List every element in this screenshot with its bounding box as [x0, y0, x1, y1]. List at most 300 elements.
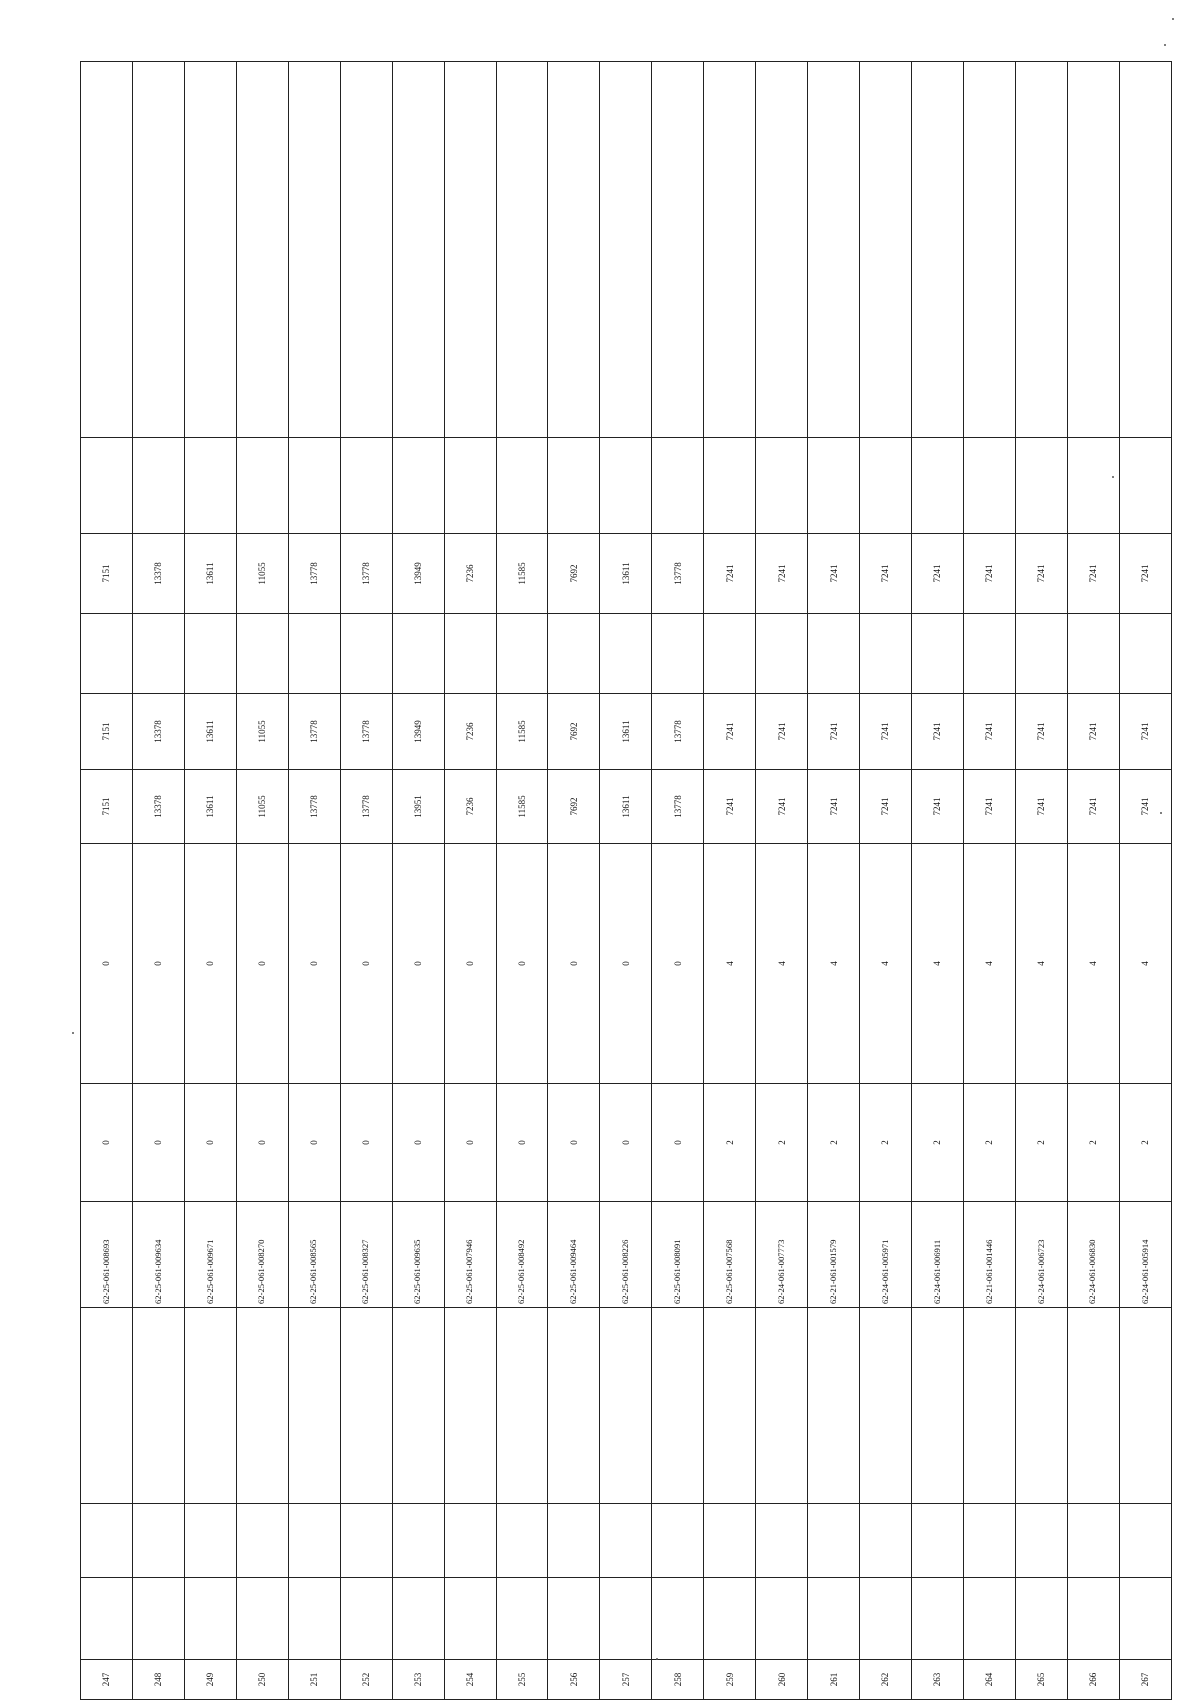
cell-count-a: 0 — [392, 1084, 444, 1202]
cell-amount-5 — [236, 438, 288, 534]
cell-work-description — [808, 1308, 860, 1504]
cell-amount-4: 11585 — [496, 534, 548, 614]
cell-count-a: 2 — [912, 1084, 964, 1202]
cell-amount-6 — [184, 62, 236, 438]
table-row — [963, 62, 1015, 1700]
cell-amount-2: 7241 — [963, 694, 1015, 770]
cell-amount-3 — [652, 614, 704, 694]
cell-amount-4: 7241 — [704, 534, 756, 614]
cell-district — [340, 1578, 392, 1660]
cell-settlement — [81, 1504, 133, 1578]
rotated-table-wrapper — [80, 62, 1172, 1700]
table-row — [1119, 62, 1171, 1700]
cell-count-b: 0 — [392, 844, 444, 1084]
cell-amount-5 — [808, 438, 860, 534]
cell-settlement — [860, 1504, 912, 1578]
cell-work-description — [1119, 1308, 1171, 1504]
cell-amount-3 — [340, 614, 392, 694]
cell-amount-5 — [444, 438, 496, 534]
cell-district — [81, 1578, 133, 1660]
cell-count-a: 2 — [860, 1084, 912, 1202]
cell-amount-5 — [756, 438, 808, 534]
cell-amount-3 — [756, 614, 808, 694]
cell-amount-1: 13778 — [652, 770, 704, 844]
cell-count-b: 4 — [1067, 844, 1119, 1084]
cell-count-a: 2 — [1119, 1084, 1171, 1202]
table-row — [756, 62, 808, 1700]
cell-object-code: 62-25-061-008327 — [340, 1202, 392, 1308]
cell-amount-5 — [392, 438, 444, 534]
cell-amount-1: 7241 — [860, 770, 912, 844]
cell-amount-2: 7151 — [81, 694, 133, 770]
cell-amount-5 — [1119, 438, 1171, 534]
cell-amount-6 — [600, 62, 652, 438]
cell-row-number: 265 — [1015, 1660, 1067, 1700]
cell-amount-6 — [340, 62, 392, 438]
table-row — [184, 62, 236, 1700]
scan-speck — [656, 1658, 658, 1660]
cell-settlement — [184, 1504, 236, 1578]
cell-object-code: 62-25-061-008270 — [236, 1202, 288, 1308]
cell-amount-4: 7241 — [1067, 534, 1119, 614]
cell-count-b: 0 — [652, 844, 704, 1084]
cell-count-a: 0 — [288, 1084, 340, 1202]
cell-amount-3 — [860, 614, 912, 694]
cell-settlement — [756, 1504, 808, 1578]
cell-count-a: 2 — [963, 1084, 1015, 1202]
cell-count-b: 4 — [1015, 844, 1067, 1084]
table-row — [288, 62, 340, 1700]
table-row — [600, 62, 652, 1700]
scan-speck — [72, 1032, 74, 1034]
table-row — [1067, 62, 1119, 1700]
cell-object-code: 62-24-061-007773 — [756, 1202, 808, 1308]
cell-amount-1: 7241 — [963, 770, 1015, 844]
cell-amount-3 — [912, 614, 964, 694]
table-row — [704, 62, 756, 1700]
cell-district — [184, 1578, 236, 1660]
cell-amount-2: 7241 — [1015, 694, 1067, 770]
cell-count-a: 2 — [704, 1084, 756, 1202]
table-row — [236, 62, 288, 1700]
cell-amount-3 — [1119, 614, 1171, 694]
cell-work-description — [340, 1308, 392, 1504]
cell-settlement — [912, 1504, 964, 1578]
cell-amount-5 — [184, 438, 236, 534]
cell-settlement — [600, 1504, 652, 1578]
cell-district — [548, 1578, 600, 1660]
cell-row-number: 249 — [184, 1660, 236, 1700]
cell-row-number: 254 — [444, 1660, 496, 1700]
cell-count-b: 0 — [288, 844, 340, 1084]
cell-settlement — [704, 1504, 756, 1578]
cell-count-a: 0 — [652, 1084, 704, 1202]
cell-amount-1: 13778 — [288, 770, 340, 844]
cell-amount-1: 7241 — [704, 770, 756, 844]
cell-district — [963, 1578, 1015, 1660]
cell-amount-1: 13611 — [600, 770, 652, 844]
cell-district — [600, 1578, 652, 1660]
table-row — [808, 62, 860, 1700]
cell-work-description — [860, 1308, 912, 1504]
cell-amount-4: 7241 — [1119, 534, 1171, 614]
cell-count-a: 0 — [496, 1084, 548, 1202]
cell-amount-3 — [236, 614, 288, 694]
table-row — [912, 62, 964, 1700]
cell-count-a: 0 — [600, 1084, 652, 1202]
cell-row-number: 259 — [704, 1660, 756, 1700]
cell-amount-2: 13611 — [184, 694, 236, 770]
cell-count-a: 0 — [340, 1084, 392, 1202]
cell-amount-4: 13611 — [600, 534, 652, 614]
cell-amount-1: 11585 — [496, 770, 548, 844]
cell-amount-5 — [704, 438, 756, 534]
cell-district — [756, 1578, 808, 1660]
cell-amount-1: 7241 — [912, 770, 964, 844]
cell-amount-3 — [392, 614, 444, 694]
cell-settlement — [496, 1504, 548, 1578]
cell-amount-2: 13778 — [652, 694, 704, 770]
cell-row-number: 250 — [236, 1660, 288, 1700]
cell-settlement — [548, 1504, 600, 1578]
cell-row-number: 252 — [340, 1660, 392, 1700]
scan-speck — [1172, 18, 1174, 20]
cell-count-b: 0 — [340, 844, 392, 1084]
cell-amount-2: 11055 — [236, 694, 288, 770]
cell-object-code: 62-21-061-001579 — [808, 1202, 860, 1308]
cell-settlement — [1119, 1504, 1171, 1578]
table-row — [496, 62, 548, 1700]
cell-settlement — [288, 1504, 340, 1578]
cell-amount-2: 13949 — [392, 694, 444, 770]
cell-settlement — [132, 1504, 184, 1578]
cell-count-b: 0 — [444, 844, 496, 1084]
cell-count-b: 4 — [860, 844, 912, 1084]
table-row — [81, 62, 133, 1700]
cell-settlement — [1067, 1504, 1119, 1578]
cell-district — [132, 1578, 184, 1660]
cell-amount-4: 13611 — [184, 534, 236, 614]
table-row — [392, 62, 444, 1700]
cell-amount-5 — [496, 438, 548, 534]
cell-amount-2: 11585 — [496, 694, 548, 770]
cell-count-a: 2 — [756, 1084, 808, 1202]
table-row — [340, 62, 392, 1700]
cell-amount-3 — [600, 614, 652, 694]
cell-work-description — [1015, 1308, 1067, 1504]
table-row — [1015, 62, 1067, 1700]
cell-object-code: 62-25-061-007946 — [444, 1202, 496, 1308]
register-table — [80, 61, 1172, 1700]
cell-work-description — [756, 1308, 808, 1504]
cell-amount-3 — [963, 614, 1015, 694]
cell-work-description — [600, 1308, 652, 1504]
cell-district — [860, 1578, 912, 1660]
cell-work-description — [652, 1308, 704, 1504]
cell-object-code: 62-24-061-005971 — [860, 1202, 912, 1308]
cell-object-code: 62-25-061-009464 — [548, 1202, 600, 1308]
cell-work-description — [912, 1308, 964, 1504]
cell-amount-6 — [444, 62, 496, 438]
cell-object-code: 62-25-061-008226 — [600, 1202, 652, 1308]
cell-district — [444, 1578, 496, 1660]
cell-work-description — [963, 1308, 1015, 1504]
cell-amount-5 — [652, 438, 704, 534]
cell-count-b: 4 — [756, 844, 808, 1084]
cell-district — [808, 1578, 860, 1660]
cell-work-description — [81, 1308, 133, 1504]
cell-amount-2: 7241 — [912, 694, 964, 770]
cell-object-code: 62-24-061-006830 — [1067, 1202, 1119, 1308]
cell-object-code: 62-25-061-008693 — [81, 1202, 133, 1308]
cell-amount-5 — [860, 438, 912, 534]
cell-amount-3 — [288, 614, 340, 694]
cell-amount-3 — [1015, 614, 1067, 694]
table-body — [81, 62, 1172, 1700]
cell-object-code: 62-25-061-008492 — [496, 1202, 548, 1308]
cell-count-b: 4 — [808, 844, 860, 1084]
cell-object-code: 62-24-061-006911 — [912, 1202, 964, 1308]
cell-settlement — [808, 1504, 860, 1578]
cell-amount-4: 7241 — [808, 534, 860, 614]
cell-amount-6 — [392, 62, 444, 438]
cell-row-number: 251 — [288, 1660, 340, 1700]
cell-object-code: 62-25-061-007568 — [704, 1202, 756, 1308]
cell-row-number: 264 — [963, 1660, 1015, 1700]
cell-amount-2: 7692 — [548, 694, 600, 770]
cell-amount-4: 13378 — [132, 534, 184, 614]
cell-district — [704, 1578, 756, 1660]
cell-count-a: 0 — [548, 1084, 600, 1202]
cell-count-a: 0 — [132, 1084, 184, 1202]
cell-work-description — [1067, 1308, 1119, 1504]
cell-row-number: 248 — [132, 1660, 184, 1700]
cell-district — [496, 1578, 548, 1660]
cell-district — [392, 1578, 444, 1660]
cell-work-description — [288, 1308, 340, 1504]
cell-row-number: 256 — [548, 1660, 600, 1700]
cell-amount-1: 13951 — [392, 770, 444, 844]
cell-row-number: 258 — [652, 1660, 704, 1700]
cell-object-code: 62-25-061-009671 — [184, 1202, 236, 1308]
scan-speck — [1112, 476, 1114, 478]
cell-amount-6 — [132, 62, 184, 438]
cell-amount-1: 7241 — [1067, 770, 1119, 844]
cell-amount-4: 7241 — [963, 534, 1015, 614]
cell-work-description — [132, 1308, 184, 1504]
cell-amount-5 — [1015, 438, 1067, 534]
cell-amount-6 — [81, 62, 133, 438]
cell-district — [1015, 1578, 1067, 1660]
cell-amount-5 — [600, 438, 652, 534]
cell-amount-1: 7241 — [756, 770, 808, 844]
cell-amount-5 — [963, 438, 1015, 534]
cell-amount-4: 7236 — [444, 534, 496, 614]
cell-amount-3 — [184, 614, 236, 694]
cell-amount-1: 7241 — [1015, 770, 1067, 844]
cell-amount-4: 13778 — [340, 534, 392, 614]
cell-amount-4: 13778 — [652, 534, 704, 614]
cell-amount-5 — [288, 438, 340, 534]
cell-amount-6 — [912, 62, 964, 438]
cell-amount-1: 13778 — [340, 770, 392, 844]
cell-row-number: 247 — [81, 1660, 133, 1700]
cell-settlement — [444, 1504, 496, 1578]
cell-work-description — [392, 1308, 444, 1504]
cell-amount-1: 13611 — [184, 770, 236, 844]
cell-amount-2: 7241 — [808, 694, 860, 770]
cell-count-b: 0 — [81, 844, 133, 1084]
cell-amount-6 — [652, 62, 704, 438]
cell-work-description — [548, 1308, 600, 1504]
cell-amount-6 — [860, 62, 912, 438]
cell-count-b: 0 — [236, 844, 288, 1084]
cell-amount-5 — [548, 438, 600, 534]
cell-count-b: 0 — [132, 844, 184, 1084]
cell-amount-5 — [81, 438, 133, 534]
cell-work-description — [444, 1308, 496, 1504]
cell-amount-6 — [548, 62, 600, 438]
table-row — [444, 62, 496, 1700]
cell-amount-1: 7151 — [81, 770, 133, 844]
cell-district — [652, 1578, 704, 1660]
cell-amount-1: 7692 — [548, 770, 600, 844]
cell-object-code: 62-25-061-008565 — [288, 1202, 340, 1308]
cell-amount-2: 13611 — [600, 694, 652, 770]
cell-settlement — [392, 1504, 444, 1578]
cell-work-description — [184, 1308, 236, 1504]
cell-amount-4: 13778 — [288, 534, 340, 614]
cell-amount-6 — [1015, 62, 1067, 438]
cell-count-b: 0 — [600, 844, 652, 1084]
cell-amount-1: 11055 — [236, 770, 288, 844]
cell-amount-2: 7241 — [860, 694, 912, 770]
cell-amount-6 — [704, 62, 756, 438]
cell-row-number: 257 — [600, 1660, 652, 1700]
cell-amount-1: 13378 — [132, 770, 184, 844]
cell-amount-3 — [444, 614, 496, 694]
cell-amount-6 — [288, 62, 340, 438]
cell-amount-4: 7151 — [81, 534, 133, 614]
cell-amount-3 — [808, 614, 860, 694]
cell-district — [1119, 1578, 1171, 1660]
cell-district — [912, 1578, 964, 1660]
cell-district — [288, 1578, 340, 1660]
cell-amount-2: 7241 — [756, 694, 808, 770]
cell-work-description — [704, 1308, 756, 1504]
cell-amount-4: 11055 — [236, 534, 288, 614]
cell-district — [1067, 1578, 1119, 1660]
scan-speck — [1160, 812, 1162, 814]
cell-district — [236, 1578, 288, 1660]
cell-amount-2: 7241 — [704, 694, 756, 770]
cell-amount-5 — [1067, 438, 1119, 534]
cell-amount-6 — [236, 62, 288, 438]
cell-amount-4: 13949 — [392, 534, 444, 614]
cell-amount-3 — [81, 614, 133, 694]
cell-object-code: 62-25-061-009635 — [392, 1202, 444, 1308]
cell-row-number: 253 — [392, 1660, 444, 1700]
cell-amount-5 — [340, 438, 392, 534]
cell-object-code: 62-24-061-006723 — [1015, 1202, 1067, 1308]
cell-amount-6 — [496, 62, 548, 438]
table-row — [132, 62, 184, 1700]
cell-object-code: 62-21-061-001446 — [963, 1202, 1015, 1308]
cell-amount-6 — [756, 62, 808, 438]
cell-count-b: 0 — [184, 844, 236, 1084]
cell-amount-5 — [912, 438, 964, 534]
cell-amount-4: 7241 — [1015, 534, 1067, 614]
cell-row-number: 267 — [1119, 1660, 1171, 1700]
cell-work-description — [496, 1308, 548, 1504]
cell-amount-1: 7241 — [1119, 770, 1171, 844]
cell-count-b: 4 — [912, 844, 964, 1084]
cell-amount-3 — [132, 614, 184, 694]
cell-settlement — [236, 1504, 288, 1578]
cell-row-number: 263 — [912, 1660, 964, 1700]
cell-count-a: 2 — [808, 1084, 860, 1202]
cell-count-a: 2 — [1015, 1084, 1067, 1202]
cell-row-number: 255 — [496, 1660, 548, 1700]
cell-amount-6 — [1067, 62, 1119, 438]
cell-row-number: 260 — [756, 1660, 808, 1700]
cell-amount-3 — [496, 614, 548, 694]
cell-count-a: 0 — [444, 1084, 496, 1202]
cell-row-number: 262 — [860, 1660, 912, 1700]
cell-amount-3 — [1067, 614, 1119, 694]
cell-amount-6 — [963, 62, 1015, 438]
cell-count-a: 0 — [81, 1084, 133, 1202]
cell-amount-2: 13378 — [132, 694, 184, 770]
cell-amount-1: 7236 — [444, 770, 496, 844]
cell-count-b: 4 — [704, 844, 756, 1084]
cell-object-code: 62-25-061-008091 — [652, 1202, 704, 1308]
cell-row-number: 266 — [1067, 1660, 1119, 1700]
scan-speck — [1164, 44, 1166, 46]
cell-amount-6 — [808, 62, 860, 438]
cell-count-a: 0 — [236, 1084, 288, 1202]
cell-amount-2: 13778 — [288, 694, 340, 770]
cell-count-b: 0 — [548, 844, 600, 1084]
table-row — [548, 62, 600, 1700]
cell-work-description — [236, 1308, 288, 1504]
cell-count-a: 2 — [1067, 1084, 1119, 1202]
cell-amount-2: 7236 — [444, 694, 496, 770]
cell-amount-5 — [132, 438, 184, 534]
cell-amount-1: 7241 — [808, 770, 860, 844]
cell-row-number: 261 — [808, 1660, 860, 1700]
cell-settlement — [652, 1504, 704, 1578]
cell-count-b: 4 — [1119, 844, 1171, 1084]
cell-amount-2: 13778 — [340, 694, 392, 770]
cell-amount-3 — [704, 614, 756, 694]
cell-object-code: 62-25-061-009634 — [132, 1202, 184, 1308]
cell-amount-4: 7241 — [756, 534, 808, 614]
cell-count-a: 0 — [184, 1084, 236, 1202]
cell-amount-2: 7241 — [1119, 694, 1171, 770]
cell-amount-4: 7241 — [912, 534, 964, 614]
cell-amount-6 — [1119, 62, 1171, 438]
cell-settlement — [1015, 1504, 1067, 1578]
cell-settlement — [340, 1504, 392, 1578]
cell-settlement — [963, 1504, 1015, 1578]
cell-count-b: 0 — [496, 844, 548, 1084]
cell-amount-3 — [548, 614, 600, 694]
cell-object-code: 62-24-061-005914 — [1119, 1202, 1171, 1308]
table-row — [860, 62, 912, 1700]
table-row — [652, 62, 704, 1700]
cell-count-b: 4 — [963, 844, 1015, 1084]
